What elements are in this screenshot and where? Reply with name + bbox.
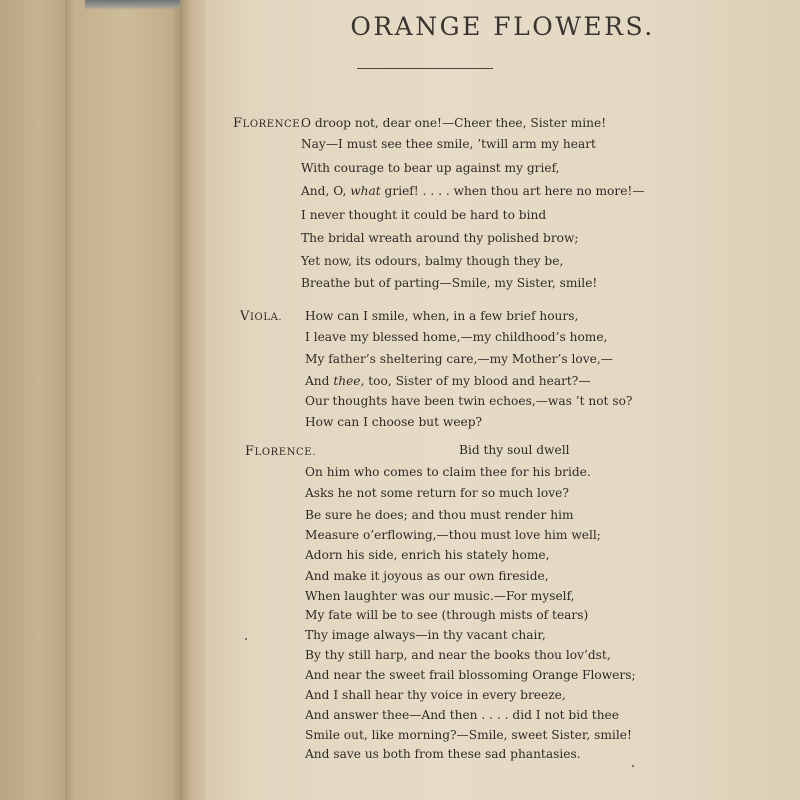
- verse-line: And I shall hear thy voice in every breeze,: [305, 688, 566, 702]
- verse-line: My fate will be to see (through mists of tears): [305, 608, 589, 622]
- verse-line: With courage to bear up against my grief,: [301, 161, 560, 175]
- paper-speck: [632, 765, 634, 767]
- verse-line: I never thought it could be hard to bind: [301, 208, 547, 222]
- verse-line: On him who comes to claim thee for his bride.: [305, 465, 591, 479]
- verse-line: O droop not, dear one!—Cheer thee, Sister mine!: [301, 116, 607, 130]
- verse-line: And answer thee—And then . . . . did I not bid thee: [305, 708, 619, 722]
- verse-line: And, O, what grief! . . . . when thou art here no more!—: [301, 184, 645, 198]
- printed-page: [205, 0, 800, 800]
- speaker-name: FLORENCE.: [233, 116, 304, 131]
- page-title: ORANGE FLOWERS.: [350, 12, 655, 41]
- verse-line: How can I choose but weep?: [305, 415, 483, 429]
- verse-line: Our thoughts have been twin echoes,—was ’t not so?: [305, 394, 633, 408]
- binding-shadow: [85, 0, 180, 10]
- page-gutter: [180, 0, 208, 800]
- page-fold-left: [0, 0, 65, 800]
- speaker-name: VIOLA.: [240, 309, 283, 324]
- verse-line: Smile out, like morning?—Smile, sweet Sister, smile!: [305, 728, 632, 742]
- verse-line: I leave my blessed home,—my childhood’s home,: [305, 330, 608, 344]
- verse-line: Breathe but of parting—Smile, my Sister, smile!: [301, 276, 598, 290]
- verse-line: The bridal wreath around thy polished brow;: [301, 231, 579, 245]
- verse-line: Thy image always—in thy vacant chair,: [305, 628, 546, 642]
- title-rule-right: [419, 68, 493, 69]
- verse-line: And make it joyous as our own fireside,: [305, 569, 549, 583]
- verse-line: Nay—I must see thee smile, ’twill arm my heart: [301, 137, 596, 151]
- title-rule-left: [357, 68, 419, 69]
- verse-line: Be sure he does; and thou must render him: [305, 508, 574, 522]
- verse-line: How can I smile, when, in a few brief hours,: [305, 309, 579, 323]
- page-fold-middle: [65, 0, 180, 800]
- verse-line: My father’s sheltering care,—my Mother’s love,—: [305, 352, 613, 366]
- verse-line: Asks he not some return for so much love?: [305, 486, 569, 500]
- speaker-name: FLORENCE.: [245, 444, 316, 459]
- verse-line: Measure o’erflowing,—thou must love him well;: [305, 528, 601, 542]
- verse-line: Bid thy soul dwell: [459, 443, 570, 457]
- verse-line: Adorn his side, enrich his stately home,: [305, 548, 550, 562]
- verse-line: And thee, too, Sister of my blood and heart?—: [305, 374, 591, 388]
- verse-line: And near the sweet frail blossoming Orange Flowers;: [305, 668, 636, 682]
- verse-line: When laughter was our music.—For myself,: [305, 589, 575, 603]
- paper-speck: [245, 638, 247, 640]
- verse-line: By thy still harp, and near the books thou lov’dst,: [305, 648, 611, 662]
- verse-line: Yet now, its odours, balmy though they be,: [301, 254, 564, 268]
- verse-line: And save us both from these sad phantasies.: [305, 747, 581, 761]
